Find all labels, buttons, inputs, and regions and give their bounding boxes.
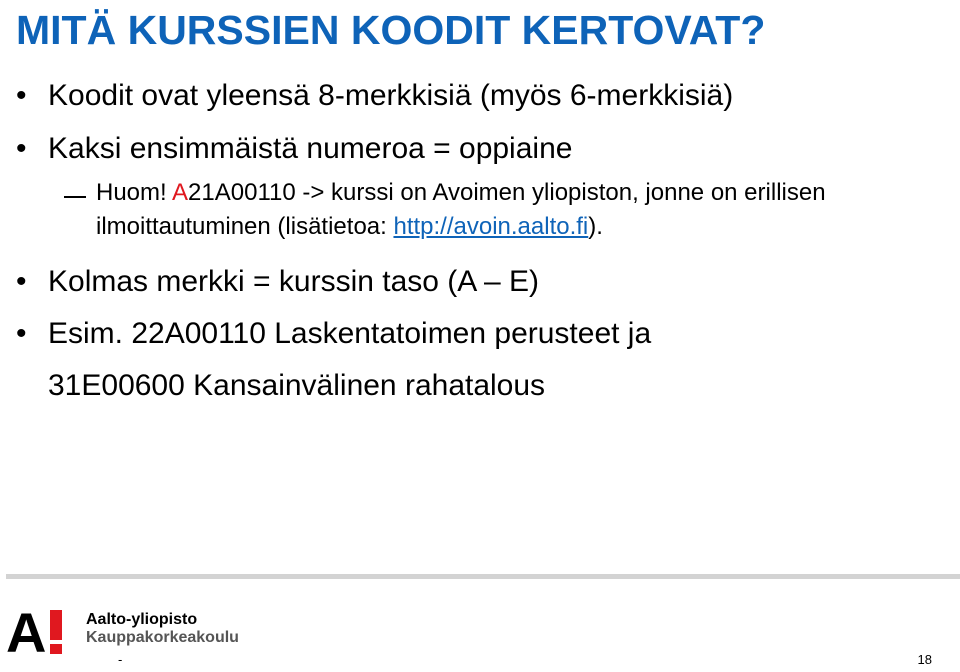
bullet-example-continued: 31E00600 Kansainvälinen rahatalous	[48, 369, 546, 402]
footer-dash: -	[118, 652, 123, 667]
bullet-code-length: • Koodit ovat yleensä 8-merkkisiä (myös 6-merkkisiä)	[48, 76, 733, 116]
logo-exclamation-bar	[50, 610, 62, 640]
slide-title: MITÄ KURSSIEN KOODIT KERTOVAT?	[16, 7, 766, 53]
footer-divider	[6, 574, 960, 579]
page-number: 18	[917, 652, 932, 667]
sub-bullet-open-university	[96, 176, 926, 244]
bullet-course-level: • Kolmas merkki = kurssin taso (A – E)	[48, 262, 539, 302]
bullet-subject-digits: • Kaksi ensimmäistä numeroa = oppiaine	[48, 129, 572, 169]
org-name: Aalto-yliopisto	[86, 611, 198, 628]
sub-suffix: ).	[588, 213, 603, 240]
sub-text: 21A00110 -> kurssi on Avoimen yliopiston, jonne on erillisen ilmoittautuminen (lisätietoa:	[96, 179, 826, 240]
logo-letter-a: A	[6, 604, 47, 656]
logo-exclamation-dot	[50, 644, 62, 654]
bullet-example: • Esim. 22A00110 Laskentatoimen perusteet ja	[48, 314, 651, 354]
sub-highlight-letter: A	[172, 179, 189, 206]
sub-bullet-dash	[64, 196, 86, 198]
open-university-link[interactable]: http://avoin.aalto.fi	[393, 213, 589, 240]
aalto-logo-icon	[6, 604, 70, 656]
org-unit: Kauppakorkeakoulu	[86, 629, 239, 646]
sub-prefix: Huom!	[96, 179, 173, 206]
